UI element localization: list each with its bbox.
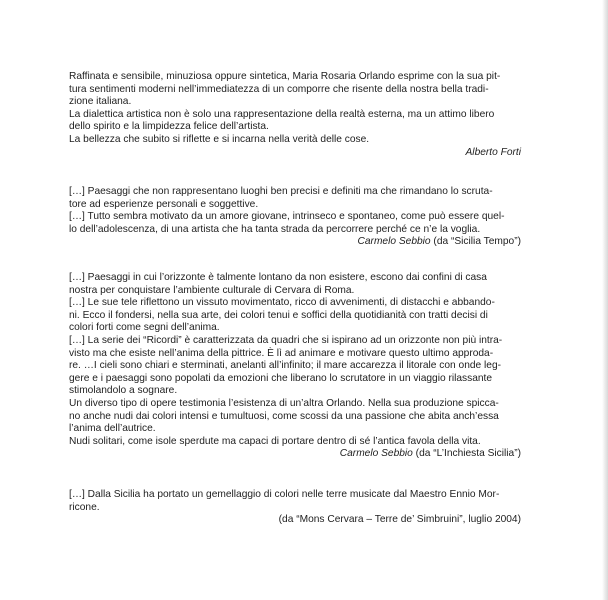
text-line: ni. Ecco il fondersi, nella sua arte, dei colori tenui e soffici della quotidianità con tratti decisi di xyxy=(69,309,488,321)
review-mons-cervara xyxy=(69,489,521,527)
text-line: La bellezza che subito si riflette e si incarna nella verità delle cose. xyxy=(69,133,370,145)
text-line: dello spirito e la limpidezza felice dell’artista. xyxy=(69,121,269,133)
text-line: Nudi solitari, come isole sperdute ma capaci di portare dentro di sé l’antica favola della vita. xyxy=(69,435,481,447)
text-line: […] Dalla Sicilia ha portato un gemellaggio di colori nelle terre musicate dal Maestro Ennio Mor- xyxy=(69,489,500,500)
text-line: […] La serie dei “Ricordi” è caratterizzata da quadri che si ispirano ad un orizzonte non più intra- xyxy=(69,334,503,346)
text-line: […] Paesaggi che non rappresentano luoghi ben precisi e definiti ma che rimandano lo scruta- xyxy=(69,186,493,197)
author-name: Carmelo Sebbio xyxy=(357,236,431,248)
attribution xyxy=(69,448,521,461)
review-alberto-forti xyxy=(69,71,521,159)
attribution xyxy=(69,514,521,527)
text-line: […] Le sue tele riflettono un vissuto movimentato, ricco di avvenimenti, di distacchi e abbando- xyxy=(69,297,495,309)
text-line: colori forti come segni dell’anima. xyxy=(69,322,220,334)
review-inchiesta-sicilia xyxy=(69,272,521,461)
page-edge-shadow xyxy=(602,0,608,600)
text-line: Un diverso tipo di opere testimonia l’esistenza di un’altra Orlando. Nella sua produzione spicca- xyxy=(69,397,499,409)
author-name: Carmelo Sebbio xyxy=(339,448,413,460)
text-line: Raffinata e sensibile, minuziosa oppure sintetica, Maria Rosaria Orlando esprime con la sua pit- xyxy=(69,71,501,82)
text-line: stimolandolo a sognare. xyxy=(69,385,178,397)
source-note: (da “Mons Cervara – Terre de’ Simbruini”, luglio 2004) xyxy=(278,514,521,526)
text-line: no anche nudi dai colori intensi e tumultuosi, come scossi da una passione che abita anch’essa xyxy=(69,410,499,422)
text-line: nostra per conquistare l’ambiente culturale di Cervara di Roma. xyxy=(69,284,355,296)
text-line: tore ad esperienze personali e soggettive. xyxy=(69,198,259,210)
author-name: Alberto Forti xyxy=(465,146,521,158)
text-line: La dialettica artistica non è solo una rappresentazione della realtà esterna, ma un attimo libero xyxy=(69,108,495,120)
text-line: visto ma che esiste nell’anima della pittrice. È lì ad animare e motivare questo ultimo approda- xyxy=(69,347,494,359)
attribution xyxy=(69,236,521,249)
source-note: (da “Sicilia Tempo”) xyxy=(430,236,521,248)
text-line: […] Tutto sembra motivato da un amore giovane, intrinseco e spontaneo, come può essere quel- xyxy=(69,211,505,223)
text-line: […] Paesaggi in cui l’orizzonte è talmente lontano da non esistere, escono dai confini di casa xyxy=(69,272,487,283)
review-sicilia-tempo xyxy=(69,186,521,249)
text-line: lo dell’adolescenza, di una artista che ha tanta strada da percorrere perché ce n’e la voglia. xyxy=(69,223,481,235)
text-line: ricone. xyxy=(69,501,100,513)
text-line: zione italiana. xyxy=(69,96,132,108)
text-line: gere e i paesaggi sono popolati da emozioni che liberano lo scrutatore in un viaggio rilassante xyxy=(69,372,493,384)
text-line: tura sentimenti moderni nell’immediatezza di un comporre che risente della nostra bella tradi- xyxy=(69,83,489,95)
source-note: (da “L’Inchiesta Sicilia”) xyxy=(412,448,521,460)
text-line: l’anima dell’autrice. xyxy=(69,423,156,435)
attribution xyxy=(69,147,521,160)
text-line: re. …I cieli sono chiari e sterminati, anelanti all’infinito; il mare accarezza il litorale con onde leg- xyxy=(69,360,502,372)
